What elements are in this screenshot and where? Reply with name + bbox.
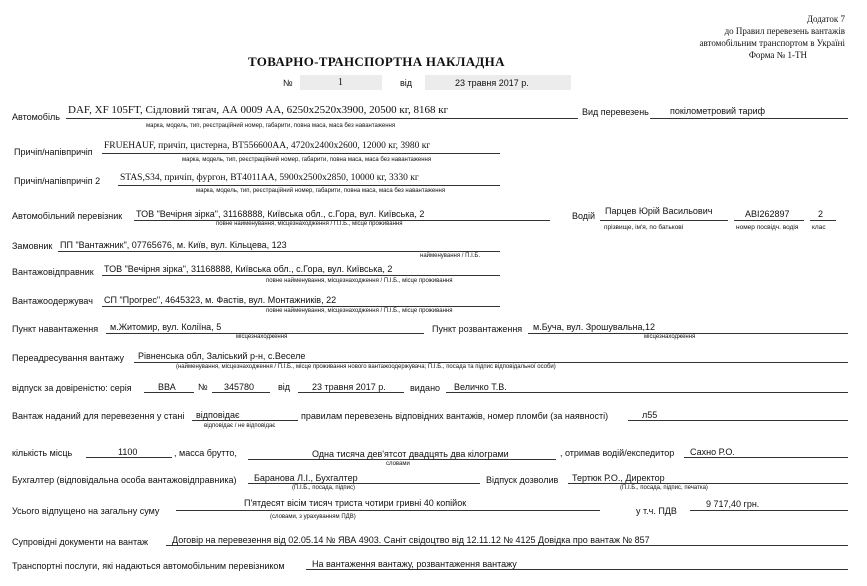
form-number: Форма № 1-ТН — [748, 50, 807, 60]
unloading-label: Пункт розвантаження — [432, 324, 523, 334]
customer-caption: найменування / П.І.Б. — [420, 253, 481, 259]
driver-license-caption: номер посвідч. водія — [736, 224, 799, 231]
accountant-label: Бухгалтер (відповідальна особа вантажовідправника) — [12, 475, 237, 485]
redirect-value: Рівненська обл, Заліський р-н, с.Веселе — [138, 351, 306, 361]
consignee-label: Вантажоодержувач — [12, 296, 93, 306]
services-value: На вантаження вантажу, розвантаження вантажу — [312, 559, 517, 569]
poa-issued-line — [446, 392, 848, 393]
total-caption: (словами, з урахуванням ПДВ) — [270, 514, 356, 520]
vat-value: 9 717,40 грн. — [706, 499, 760, 509]
trailer1-line — [102, 153, 500, 154]
customer-line — [58, 251, 500, 252]
addendum-label: Додаток 7 — [806, 14, 845, 24]
redirect-caption: (найменування, місцезнаходження / П.І.Б., місце проживання нового вантажоодержувача; П.І.Б., посада та підпис відповідальної особи) — [176, 364, 556, 370]
loading-label: Пункт навантаження — [12, 324, 99, 334]
cargo-state-line — [192, 420, 298, 421]
total-value: П'ятдесят вісім тисяч триста чотири гривні 40 копійок — [244, 498, 467, 508]
accountant-line — [248, 483, 480, 484]
vehicle-caption: марка, модель, тип, реєстраційний номер, габарити, повна маса, маса без навантаження — [146, 123, 396, 129]
poa-number-label: № — [198, 382, 208, 392]
seal-line — [628, 420, 848, 421]
services-line — [306, 569, 848, 570]
trailer2-label: Причіп/напівпричіп 2 — [14, 176, 101, 186]
poa-date-label: від — [278, 382, 291, 392]
trailer1-label: Причіп/напівпричіп — [14, 147, 93, 157]
poa-series-line — [144, 392, 194, 393]
cargo-rules-text: правилам перевезень відповідних вантажів, номер пломби (за наявності) — [301, 411, 609, 421]
total-line — [176, 510, 600, 511]
trailer2-line — [118, 185, 500, 186]
driver-name-caption: прізвище, ім'я, по батькові — [604, 224, 684, 231]
accountant-value: Баранова Л.І., Бухгалтер — [254, 473, 358, 483]
release-value: Тертюк Р.О., Директор — [572, 473, 665, 483]
services-label: Транспортні послуги, які надаються автомобільним перевізником — [12, 561, 285, 571]
carrier-value: ТОВ "Вечірня зірка", 31168888, Київська обл., с.Гора, вул. Київська, 2 — [136, 209, 425, 219]
poa-label: відпуск за довіреністю: серія — [12, 383, 132, 393]
loading-caption: місцезнаходження — [236, 334, 288, 340]
received-line — [684, 457, 848, 458]
redirect-line — [134, 362, 848, 363]
carrier-caption: повне найменування, місцезнаходження / П.І.Б., місце проживання — [216, 221, 403, 227]
release-label: Відпуск дозволив — [486, 475, 559, 485]
vat-line — [690, 510, 848, 511]
shipper-line — [102, 275, 500, 276]
received-label: , отримав водій/експедитор — [560, 448, 675, 458]
driver-class-caption: клас — [812, 224, 826, 231]
doc-number-label: № — [283, 78, 293, 88]
driver-name: Парцев Юрій Васильович — [605, 206, 713, 216]
vat-label: у т.ч. ПДВ — [636, 506, 677, 516]
cargo-state-caption: відповідає / не відповідає — [204, 423, 276, 429]
poa-issued-label: видано — [410, 383, 441, 393]
consignee-value: СП "Прогрес", 4645323, м. Фастів, вул. Монтажників, 22 — [104, 295, 337, 305]
total-label: Усього відпущено на загальну суму — [12, 506, 160, 516]
document-title: ТОВАРНО-ТРАНСПОРТНА НАКЛАДНА — [248, 54, 505, 69]
loading-value: м.Житомир, вул. Коліїна, 5 — [110, 322, 222, 332]
accompanying-label: Супровідні документи на вантаж — [12, 537, 149, 547]
release-line — [568, 483, 848, 484]
poa-number-line — [212, 392, 270, 393]
driver-license-line — [734, 220, 804, 221]
carrier-label: Автомобільний перевізник — [12, 211, 123, 221]
trailer1-value: FRUEHAUF, причіп, цистерна, ВТ556600АА, 4720х2400х2600, 12000 кг, 3980 кг — [104, 141, 431, 151]
consignee-line — [102, 306, 500, 307]
cargo-state-value: відповідає — [196, 410, 240, 420]
rules-line-1: до Правил перевезень вантажів — [724, 26, 845, 36]
release-caption: (П.І.Б., посада, підпис, печатка) — [620, 485, 708, 491]
shipper-caption: повне найменування, місцезнаходження / П.І.Б., місце проживання — [266, 278, 453, 284]
vehicle-label: Автомобіль — [12, 112, 60, 122]
mass-line — [248, 459, 556, 460]
vehicle-line — [66, 118, 578, 119]
doc-number-value: 1 — [338, 77, 343, 88]
received-value: Сахно Р.О. — [690, 447, 735, 457]
doc-date-value: 23 травня 2017 р. — [455, 78, 529, 88]
driver-class-line — [810, 220, 836, 221]
poa-date-line — [298, 392, 404, 393]
transport-type-value: покілометровий тариф — [670, 106, 766, 116]
transport-type-line — [650, 118, 848, 119]
poa-series: ВВА — [158, 382, 176, 392]
mass-label: , масса брутто, — [174, 448, 237, 458]
rules-line-2: автомобільним транспортом в Україні — [699, 38, 845, 48]
driver-label: Водій — [572, 211, 596, 221]
transport-type-label: Вид перевезень — [582, 107, 649, 117]
driver-class: 2 — [818, 209, 824, 219]
trailer1-caption: марка, модель, тип, реєстраційний номер, габарити, повна маса, маса без навантаження — [182, 157, 432, 163]
mass-value: Одна тисяча дев'ятсот двадцять два кілограми — [312, 449, 509, 459]
customer-label: Замовник — [12, 241, 53, 251]
shipper-value: ТОВ "Вечірня зірка", 31168888, Київська обл., с.Гора, вул. Київська, 2 — [104, 264, 393, 274]
unloading-caption: місцезнаходження — [644, 334, 696, 340]
poa-date: 23 травня 2017 р. — [312, 382, 386, 392]
customer-value: ПП "Вантажник", 07765676, м. Київ, вул. Кільцева, 123 — [60, 240, 287, 250]
shipper-label: Вантажовідправник — [12, 267, 94, 277]
mass-caption: словами — [386, 461, 410, 467]
accompanying-line — [166, 545, 848, 546]
trailer2-value: STAS,S34, причіп, фургон, ВТ4011АА, 5900х2500х2850, 10000 кг, 3330 кг — [120, 173, 419, 183]
vehicle-value: DAF, XF 105FT, Сідловий тягач, АА 0009 АА, 6250х2520х3900, 20500 кг, 8168 кг — [68, 104, 449, 116]
places-line — [86, 457, 172, 458]
driver-name-line — [600, 220, 728, 221]
accompanying-value: Договір на перевезення від 02.05.14 № ЯВА 4903. Саніт свідоцтво від 12.11.12 № 4125 Довідка про вантаж № 857 — [172, 535, 650, 545]
places-value: 1100 — [118, 447, 138, 457]
redirect-label: Переадресування вантажу — [12, 353, 125, 363]
trailer2-caption: марка, модель, тип, реєстраційний номер, габарити, повна маса, маса без навантаження — [196, 188, 446, 194]
doc-date-label: від — [400, 78, 413, 88]
consignee-caption: повне найменування, місцезнаходження / П.І.Б., місце проживання — [266, 308, 453, 314]
places-label: кількість місць — [12, 448, 73, 458]
seal-number: л55 — [642, 410, 658, 420]
driver-license: АВІ262897 — [745, 209, 790, 219]
cargo-state-label: Вантаж наданий для перевезення у стані — [12, 411, 185, 421]
accountant-caption: (П.І.Б., посада, підпис) — [292, 485, 356, 491]
poa-number: 345780 — [224, 382, 255, 392]
poa-issued-to: Величко Т.В. — [454, 382, 507, 392]
unloading-value: м.Буча, вул. Зрошувальна,12 — [533, 322, 656, 332]
